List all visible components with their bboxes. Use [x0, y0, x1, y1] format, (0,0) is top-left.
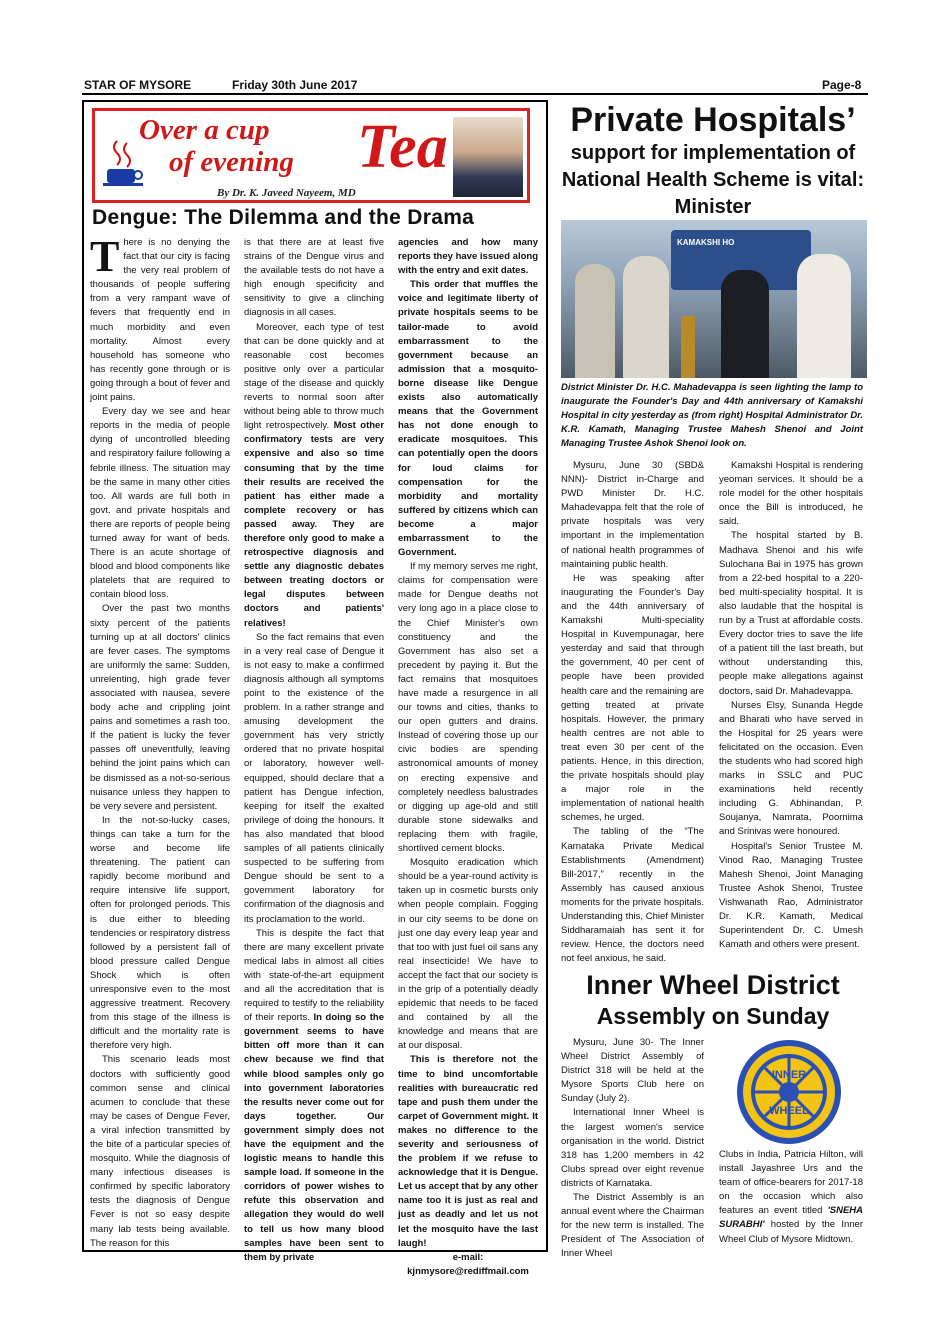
lamp-lighting-photo — [561, 220, 867, 378]
hospitals-col2-para: Kamakshi Hospital is rendering yeoman services. It should be a role model for the other hospitals once the Bill is introduced, he said. — [719, 460, 863, 528]
person-figure — [721, 270, 769, 378]
dengue-col3-para: Mosquito eradication which should be a year-round activity is taken up in cosmetic bursts only when people complain. Fogging in our city seems to be done on just one day every leap year and that too with just fuel oil sans any real insecticide! We have to accept the fact that our society is in the grip of a potentially deadly epidemic that needs to be faced and contained by all the knowledge and means that are at our disposal. — [398, 857, 538, 1052]
hospitals-col2-para: Nurses Elsy, Sunanda Hegde and Bharati who have served in the Hospital for 25 years were felicitated on the occasion. Even the students who had scored high marks in SSLC and PUC examinations held recently including G. Abhinandan, P. Soujanya, Namrata, Poornima and Srinivas were honoured. — [719, 699, 863, 838]
banner-byline: By Dr. K. Javeed Nayeem, MD — [217, 187, 356, 199]
inner-wheel-col1-para: The District Assembly is an annual event where the Chairman for the new term is installed. The President of The Association of Inner Wheel — [561, 1192, 704, 1260]
dengue-col2-text: This is despite the fact that there are many excellent private medical labs in almost all cities with state-of-the-art equipment and all the accreditation that is required to testify to the reliability of their reports. — [244, 927, 384, 1024]
inner-wheel-col1-para: Mysuru, June 30- The Inner Wheel District Assembly of District 318 will be held at the Mysore Sports Club here on Sunday (July 2). — [561, 1037, 704, 1105]
dengue-col2-bold: Most other confirmatory tests are very expensive and also so time consuming that by the time their results are received the patient has either made a complete recovery or has passed away. They are therefore only good to make a retrospective diagnosis and settle any diagnostic debates between treating doctors or legal disputes between doctors and patients' relatives! — [244, 420, 385, 629]
banner-line1: Over a cup — [139, 114, 270, 146]
person-figure — [797, 254, 851, 378]
inner-wheel-subhead: Assembly on Sunday — [596, 1003, 830, 1029]
paper-name: STAR OF MYSORE — [84, 78, 192, 92]
dengue-column-3 — [398, 236, 538, 1277]
hospitals-col1-para: Mysuru, June 30 (SBD& NNN)- District in-Charge and PWD Minister Dr. H.C. Mahadevappa felt that the role of private hospitals was very important in the implementation of national health programmes of maintaining public health. — [561, 460, 704, 570]
lamp-icon — [681, 316, 695, 378]
dengue-headline: Dengue: The Dilemma and the Drama — [92, 206, 475, 229]
dengue-col2-para: So the fact remains that even in a very real case of Dengue it is not easy to make a confirmed diagnosis although all symptoms point to the existence of the problem. In a rather strange and amusing development the government has very strictly ordered that no private hospital or laboratory, however well-equipped, should declare that a patient has Dengue infection, keeping for itself the exalted privilege of doing the honours. It has also mandated that blood samples of all patients clinically suspected to be suffering from Dengue should be sent to a government laboratory for confirmation of the diagnosis and its proclamation to the world. — [244, 631, 384, 925]
dengue-col3-bold: This is therefore not the time to bind uncomfortable realities with bureaucratic red tape and push them under the carpet of Government might. It makes no difference to the severity and seriousness of the problem if we refuse to acknowledge that it is Dengue. Let us accept that by any other name too it is just as real and just as deadly and let us not let the mosquito have the last laugh! — [398, 1054, 538, 1249]
inner-wheel-column-2 — [719, 1148, 863, 1268]
dengue-col1-para: In the not-so-lucky cases, things can take a turn for the worse and become life threatening. The patient can rapidly become moribund and require intensive life support, often for prolonged periods. This is due either to bleeding tendencies or respiratory distress followed by a persistent fall of blood pressure called Dengue Shock which is often unresponsive even to the most aggressive treatment. Recovery from this stage of the illness is difficult and the mortality rate is therefore very high. — [90, 814, 230, 1052]
inner-wheel-column-1 — [561, 1036, 704, 1262]
hospitals-col1-para: The tabling of the “The Karnataka Private Medical Establishments (Amendment) Bill-2017,” recently in the Assembly has caused anxious moments for the private hospitals. Understanding this, Chief Minister Siddharamaiah has sent it for review. Hence, the doctors need not feel anxious, he said. — [561, 826, 704, 965]
inner-wheel-col2-text: Clubs in India, Patricia Hilton, will install Jayashree Urs and the team of office-bearers for 2017-18 on the occasion which also features an event titled — [719, 1149, 863, 1217]
dengue-col1-para: here is no denying the fact that our city is facing the very real problem of thousands of people suffering from a very rampant wave of fevers that frequently end in much morbidity and even mortality. Almost every household has someone who has recently gone through or is going through a bout of fever and joint pains. — [90, 237, 230, 404]
logo-text-top: INNER — [771, 1069, 807, 1081]
hospitals-column-2 — [719, 459, 863, 965]
banner-tea: Tea — [357, 113, 448, 181]
hospitals-col1-para: He was speaking after inaugurating the Founder's Day and the 44th anniversary of Kamakshi Multi-speciality Hospital in Kuvempunagar, here yesterday and said that through the government, 40 per cent of people have been provided health care and the remaining are getting treated at private hospitals. However, the primary health centres are not able to treat even 30 per cent of the patients. Hence, in this direction, the private hospitals should play a major role in the implementation of national health schemes, he urged. — [561, 572, 704, 824]
author-photo — [453, 117, 523, 197]
banner-line2: of evening — [169, 146, 294, 178]
email-address[interactable]: kjnmysore@rediffmail.com — [407, 1265, 529, 1277]
hospitals-subhead: support for implementation of National Health Scheme is vital: Minister — [561, 142, 865, 218]
photo-caption: District Minister Dr. H.C. Mahadevappa is seen lighting the lamp to inaugurate the Founder's Day and 44th anniversary of Kamakshi Hospital in city yesterday as (from right) Hospital Administrator Dr. K.R. Kamath, Managing Trustee Mahesh Shenoi and Joint Managing Trustee Ashok Shenoi look on. — [561, 382, 863, 449]
event-title: 'SNEHA SURABHI' — [719, 1205, 863, 1231]
dengue-col1-para: This scenario leads most doctors with sufficiently good common sense and clinical acumen to conclude that these may be cases of Dengue Fever, a viral infection transmitted by the bite of a particular species of mosquito. While the diagnosis of many infectious diseases is confirmed by specific laboratory tests the diagnosis of Dengue Fever is not so easy despite many lab tests being available. The reason for this — [90, 1054, 230, 1249]
logo-text-bottom: WHEEL — [769, 1105, 809, 1117]
hospitals-col2-para: The hospital started by B. Madhava Shenoi and his wife Sulochana Bai in 1975 has grown from a 22-bed hospital to a 220-bed multi-speciality hospital. It is also laudable that the hospital is run by a Trust at affordable costs. Every doctor tries to save the life of a patient till the last breath, but without understanding this, people make allegations against doctors, said Dr. Mahadevappa. — [719, 530, 863, 697]
dengue-column-2 — [244, 236, 385, 1263]
dengue-column-1 — [90, 232, 230, 1249]
inner-wheel-col1-para: International Inner Wheel is the largest women's service organisation in the world. District 318 has 1,200 members in 42 Clubs spread over eight revenue districts of Karnataka. — [561, 1107, 704, 1189]
dengue-col3-para: If my memory serves me right, claims for compensation were made for Dengue deaths not very long ago in a place close to the Chief Minister's own constituency and the Government has also set a precedent by paying it. But the fact remains that mosquitoes have made a resurgence in all our towns and cities, thanks to our open gutters and drains. Instead of covering those up our civic bodies are spending astronomical amounts of money on erecting expensive and completely needless balustrades or digging up age-old and still durable stone sidewalks and replacing them with fragile, shortlived cement blocks. — [398, 561, 538, 855]
teacup-icon — [103, 139, 147, 189]
page-number: Page-8 — [822, 78, 862, 92]
dengue-col1-para: Over the past two months sixty percent of the patients turning up at all doctors' clinics are fever cases. The symptoms are uniformly the same: Sudden, unrelenting, high grade fever associated with nausea, severe body ache and crippling joint pains and sometimes a rash too. If the patient is lucky the fever passes off uneventfully, leaving behind the joint pains which can be dismissed as a not-so-serious nuisance unless they happen to be very severe and persistent. — [90, 603, 230, 812]
column-banner — [92, 108, 530, 203]
drop-cap: T — [90, 232, 120, 281]
dengue-col2-bold: In doing so the government seems to have bitten off more than it can chew because we find that while blood samples only go into government laboratories the results never come out for days together. Our government simply does not have the equipment and the logistic means to handle this sample load. If someone in the corridors of power wishes to refute this observation and allegation they would do well to tell us how many blood samples have been sent to them by private — [244, 1012, 384, 1263]
hospitals-headline: Private Hospitals’ — [570, 101, 856, 139]
dengue-col1-para: Every day we see and hear reports in the media of people dying of uncontrolled bleeding and respiratory failure following a febrile illness. The situation may be the same in many other cities too. All wards are full both in govt. and private hospitals and there are reports of people being turned away for want of beds. There is an acute shortage of blood and blood components like platelets that are required to contain blood loss. — [90, 406, 230, 601]
dengue-col3-bold: agencies and how many reports they have issued along with the entry and exit dates. — [398, 237, 538, 277]
header-rule — [82, 93, 868, 95]
inner-wheel-logo — [735, 1038, 843, 1146]
hospitals-col2-para: Hospital's Senior Trustee M. Vinod Rao, Managing Trustee Mahesh Shenoi, Joint Managing Trustee Ashok Shenoi, Trustee Vishwanath Rao, Administrator Dr. K.R. Kamath, Medical Superintendent Dr. C. Umesh Kamath and others were present. — [719, 840, 863, 951]
hospitals-column-1 — [561, 459, 704, 965]
photo-sign-text: KAMAKSHI HO — [677, 238, 735, 247]
inner-wheel-col2-text: hosted by the Inner Wheel Club of Mysore Midtown. — [719, 1219, 863, 1245]
person-figure — [575, 264, 615, 378]
inner-wheel-headline: Inner Wheel District — [586, 970, 840, 1000]
email-label: e-mail: — [452, 1251, 484, 1263]
dengue-col2-para: is that there are at least five strains of the Dengue virus and the available tests do not have a high enough specificity and sensitivity to give a clinching diagnosis in all cases. — [244, 237, 384, 319]
dengue-col2-text: Moreover, each type of test that can be done quickly and at reasonable cost becomes positive only over a particular stage of the disease and quickly reverts to normal soon after without being able to throw much light retrospectively. — [244, 321, 384, 432]
issue-date: Friday 30th June 2017 — [232, 78, 358, 92]
person-figure — [623, 256, 669, 378]
dengue-col3-bold: This order that muffles the voice and legitimate liberty of private hospitals seems to be tailor-made to avoid embarrassment to the government because an admission that a mosquito-borne disease like Dengue exists also automatically means that the Government has not done enough to eradicate mosquitoes. This can potentially open the doors for loud claims for compensation for the morbidity and mortality suffered by citizens which can become a major embarrassment to the Government. — [398, 279, 538, 559]
